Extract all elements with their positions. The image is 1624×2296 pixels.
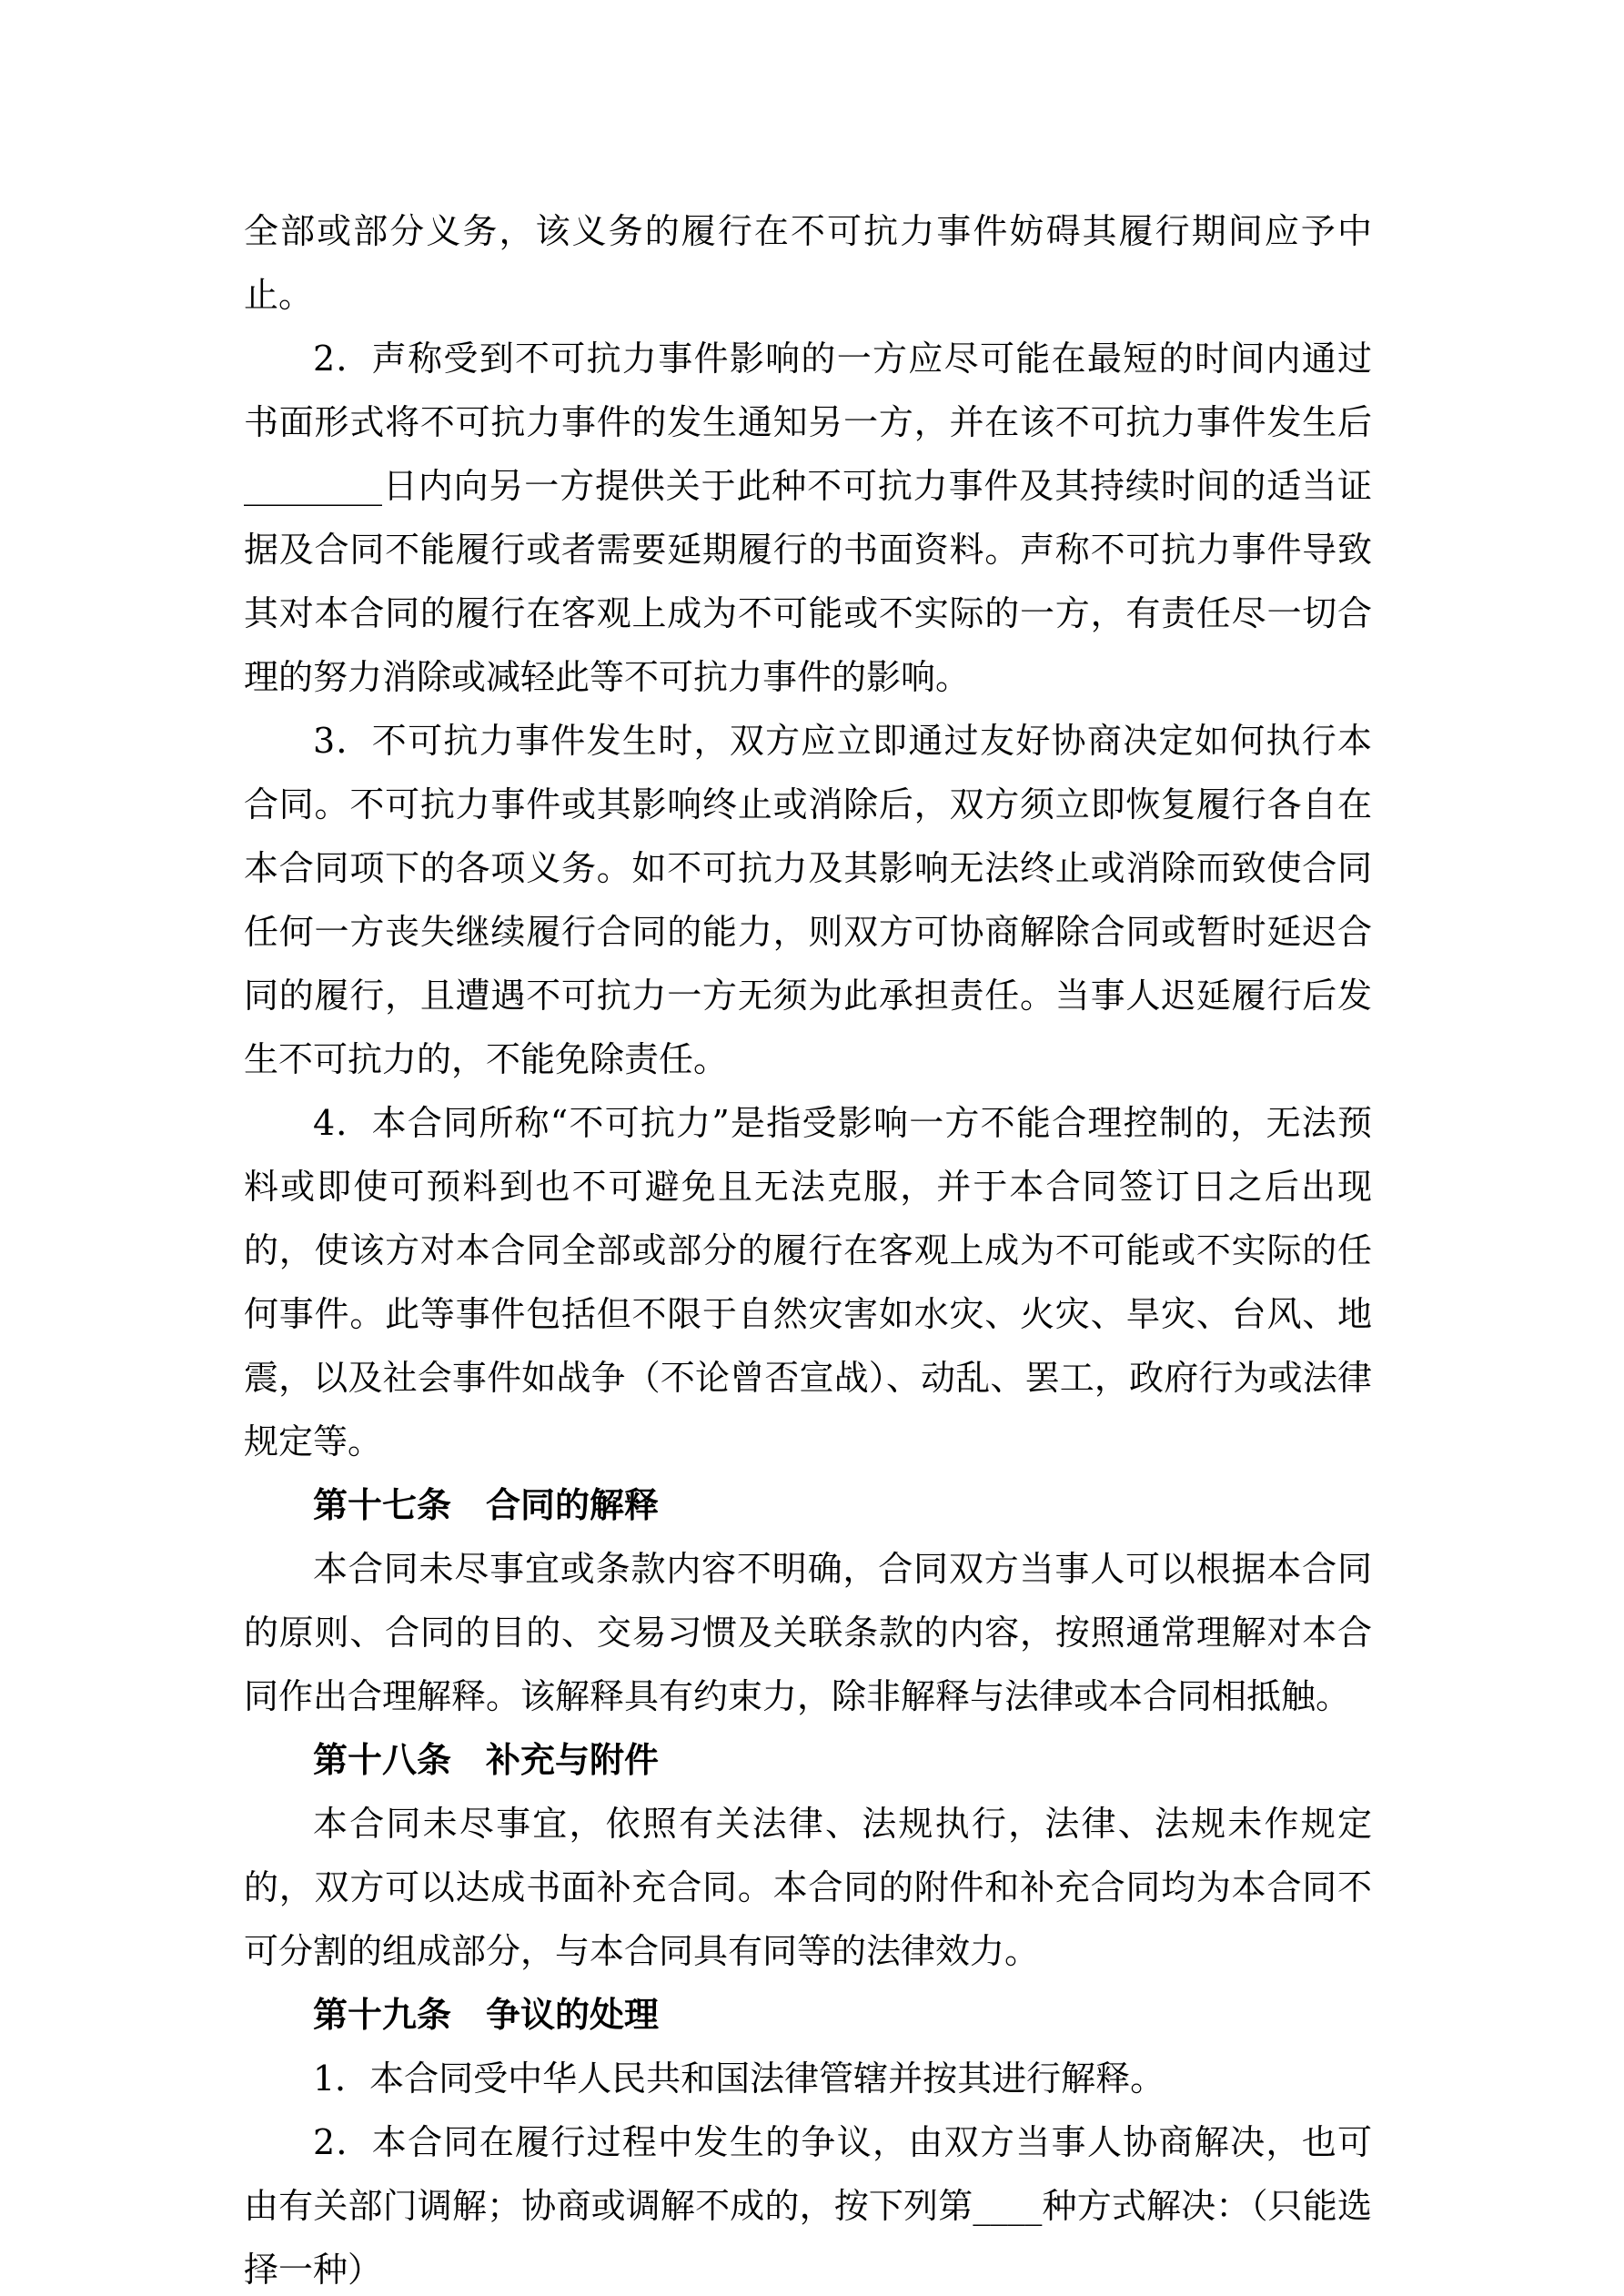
paragraph-force-majeure-notice-clause-2: 2．声称受到不可抗力事件影响的一方应尽可能在最短的时间内通过书面形式将不可抗力事件的发生通知另一方，并在该不可抗力事件发生后________日内向另一方提供关于此种不可抗力事件及其持续时间的适当证据及合同不能履行或者需要延期履行的书面资料。声称不可抗力事件导致其对本合同的履行在客观上成为不可能或不实际的一方，有责任尽一切合理的努力消除或减轻此等不可抗力事件的影响。	[244, 339, 1372, 697]
paragraph-article-19-item-1: 1．本合同受中华人民共和国法律管辖并按其进行解释。	[313, 2058, 1165, 2099]
paragraph-force-majeure-definition-clause-4: 4．本合同所称“不可抗力”是指受影响一方不能合理控制的，无法预料或即使可预料到也不可避免且无法克服，并于本合同签订日之后出现的，使该方对本合同全部或部分的履行在客观上成为不可能或不实际的任何事件。此等事件包括但不限于自然灾害如水灾、火灾、旱灾、台风、地震，以及社会事件如战争（不论曾否宣战）、动乱、罢工，政府行为或法律规定等。	[244, 1103, 1372, 1462]
paragraph-force-majeure-suspension: 全部或部分义务，该义务的履行在不可抗力事件妨碍其履行期间应予中止。	[244, 211, 1372, 315]
paragraph-article-17-body: 本合同未尽事宜或条款内容不明确，合同双方当事人可以根据本合同的原则、合同的目的、交易习惯及关联条款的内容，按照通常理解对本合同作出合理解释。该解释具有约束力，除非解释与法律或本合同相抵触。	[244, 1549, 1372, 1716]
paragraph-force-majeure-negotiation-clause-3: 3．不可抗力事件发生时，双方应立即通过友好协商决定如何执行本合同。不可抗力事件或其影响终止或消除后，双方须立即恢复履行各自在本合同项下的各项义务。如不可抗力及其影响无法终止或消除而致使合同任何一方丧失继续履行合同的能力，则双方可协商解除合同或暂时延迟合同的履行，且遭遇不可抗力一方无须为此承担责任。当事人迟延履行后发生不可抗力的，不能免除责任。	[244, 721, 1372, 1079]
paragraph-article-18-body: 本合同未尽事宜，依照有关法律、法规执行，法律、法规未作规定的，双方可以达成书面补充合同。本合同的附件和补充合同均为本合同不可分割的组成部分，与本合同具有同等的法律效力。	[244, 1804, 1372, 1971]
paragraph-article-19-item-2: 2．本合同在履行过程中发生的争议，由双方当事人协商解决，也可由有关部门调解；协商或调解不成的，按下列第____种方式解决：（只能选择一种）	[244, 2122, 1372, 2290]
heading-article-18-supplements-attachments: 第十八条 补充与附件	[313, 1739, 660, 1780]
heading-article-17-contract-interpretation: 第十七条 合同的解释	[313, 1484, 660, 1525]
heading-article-19-dispute-resolution: 第十九条 争议的处理	[313, 1994, 660, 2035]
contract-text-block	[244, 199, 1372, 2296]
